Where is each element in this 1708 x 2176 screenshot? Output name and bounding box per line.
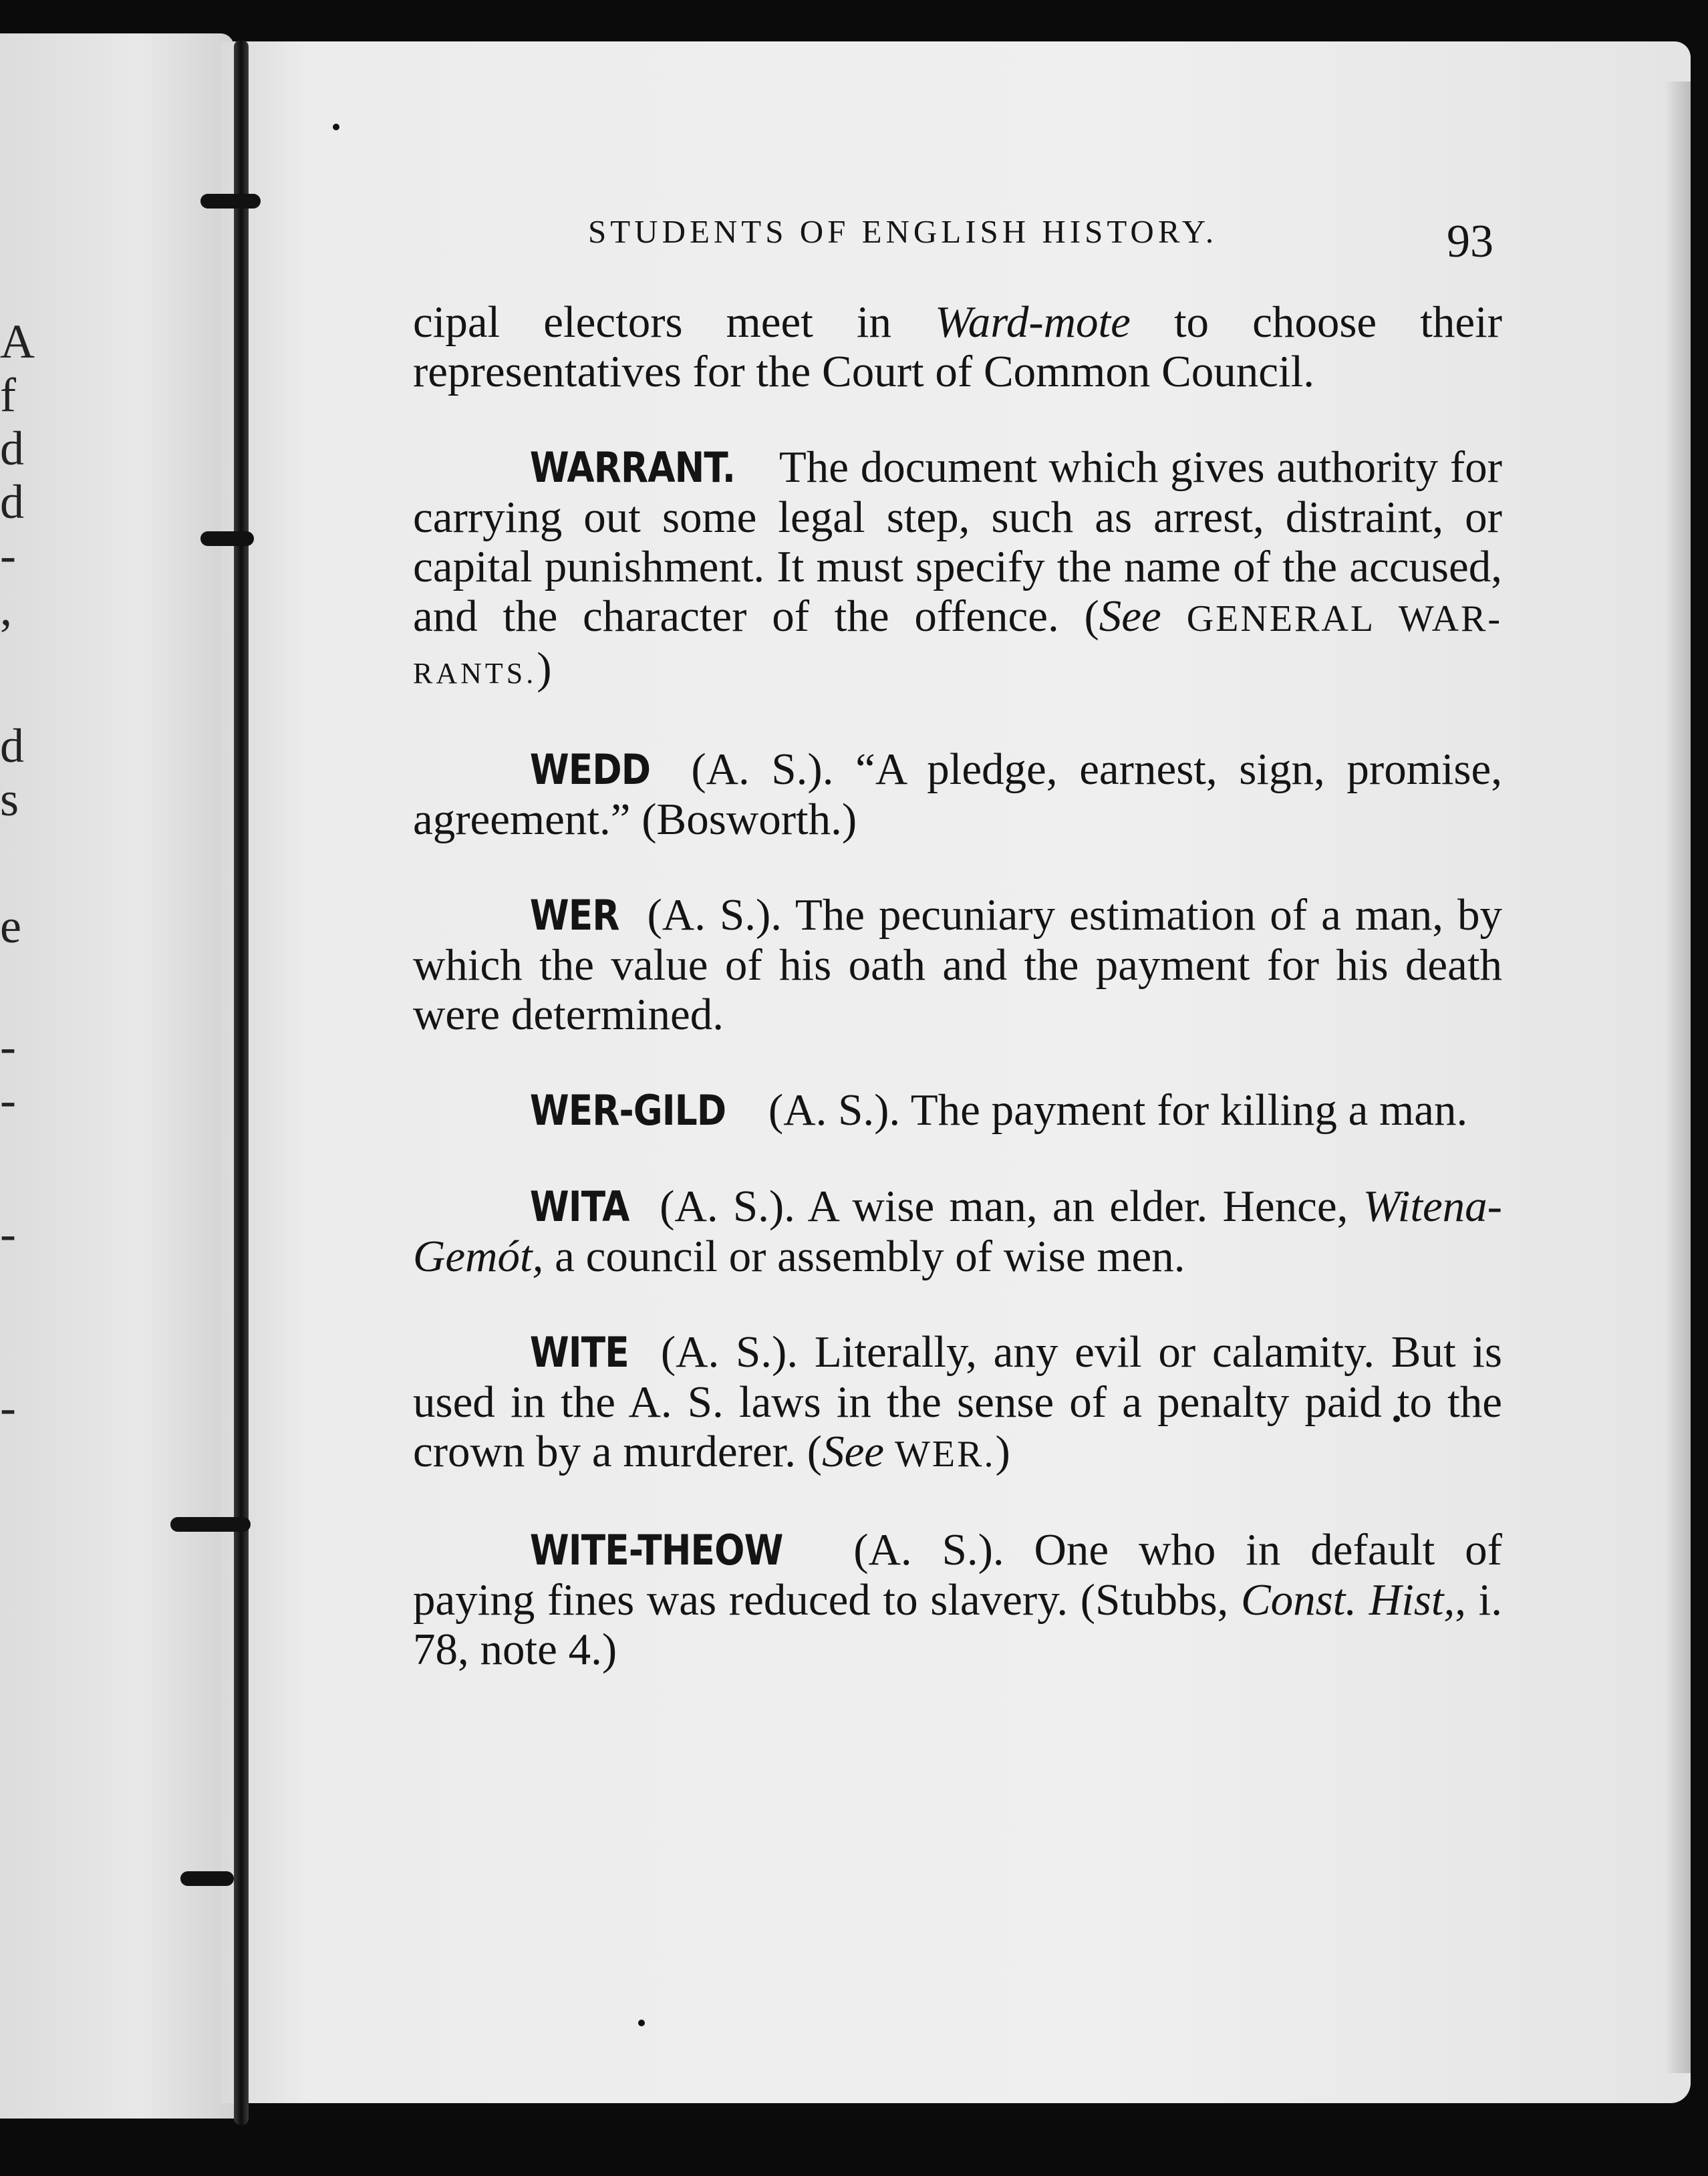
entry-text: The document which gives authority for carrying out some legal step, such as arrest, distraint, or capital punishment. It must specify the name of the accused, and the character of the offence. ( [413, 442, 1502, 641]
page-number: 93 [1447, 216, 1493, 267]
entry-text: ) [995, 1427, 1010, 1476]
glossary-body [413, 297, 1502, 1720]
stitch-mark [170, 1517, 251, 1532]
cross-reference: RANTS. [413, 657, 537, 690]
left-page-fragment: d [0, 475, 24, 529]
entry-text: , i. 78, note 4.) [413, 1575, 1502, 1674]
left-page-fragment: - [0, 1073, 16, 1127]
left-page-fragment: - [0, 529, 16, 582]
entry-text: to choose their representatives for the Court of Common Council. [413, 297, 1502, 396]
entry-text: a council or assembly of wise men. [543, 1232, 1185, 1281]
stitch-mark [200, 194, 261, 209]
running-head: STUDENTS OF ENGLISH HISTORY. [588, 213, 1218, 250]
entry-term: WITA [529, 1182, 629, 1231]
entry-text: (A. S.). The payment for killing a man. [757, 1085, 1468, 1135]
entry-italic: Ward-mote [935, 297, 1131, 347]
entry-wer-gild [413, 1085, 1502, 1135]
cross-reference: WER. [884, 1434, 996, 1475]
entry-wite-theow [413, 1525, 1502, 1674]
entry-term: WER-GILD [529, 1086, 726, 1135]
ink-speck [333, 124, 339, 130]
left-page-edge [0, 33, 234, 2119]
left-page-fragment: , [0, 582, 12, 636]
entry-term: WITE [529, 1328, 629, 1377]
entry-term: WEDD [529, 745, 651, 794]
cross-reference: GENERAL WAR- [1161, 598, 1503, 640]
binding-stitch-line [234, 40, 249, 2125]
ink-speck [638, 2020, 645, 2026]
entry-wita [413, 1182, 1502, 1281]
entry-italic: Witena-Gemót, [413, 1182, 1502, 1281]
left-page-fragment: - [0, 1381, 16, 1434]
entry-continuation [413, 297, 1502, 396]
left-page-fragment: A [0, 315, 35, 368]
left-page-fragment: d [0, 719, 24, 773]
entry-text: (A. S.). One who in default of paying fines was reduced to slavery. (Stubbs, [413, 1525, 1502, 1625]
entry-term: WER [529, 891, 619, 940]
entry-text: (A. S.). The pecuniary estimation of a man, by which the value of his oath and the payment for his death were determined. [413, 890, 1502, 1039]
see-italic: See [1099, 591, 1161, 641]
entry-wite [413, 1327, 1502, 1479]
entry-text: (A. S.). “A pledge, earnest, sign, promise, agreement.” (Bosworth.) [413, 744, 1502, 844]
entry-wedd [413, 744, 1502, 844]
entry-text: ) [537, 644, 552, 693]
entry-text: (A. S.). A wise man, an elder. Hence, [644, 1182, 1363, 1231]
see-italic: See [822, 1427, 885, 1476]
entry-term: WARRANT. [529, 443, 736, 492]
left-page-fragment: d [0, 422, 24, 475]
entry-text: (A. S.). Literally, any evil or calamity. But is used in the A. S. laws in the sense of a penalty paid to the crown by a murderer. ( [413, 1327, 1502, 1476]
stitch-mark [200, 531, 254, 546]
left-page-fragment: s [0, 773, 19, 826]
stitch-mark [180, 1871, 234, 1886]
left-page-fragment: - [0, 1020, 16, 1073]
entry-term: WITE-THEOW [529, 1526, 783, 1575]
entry-warrant [413, 442, 1502, 698]
entry-text: cipal electors meet in [413, 297, 936, 347]
entry-wer [413, 890, 1502, 1039]
left-page-fragment: e [0, 900, 21, 953]
left-page-fragment: - [0, 1207, 16, 1260]
left-page-fragment: f [0, 368, 16, 422]
entry-italic: Const. Hist, [1240, 1575, 1455, 1625]
